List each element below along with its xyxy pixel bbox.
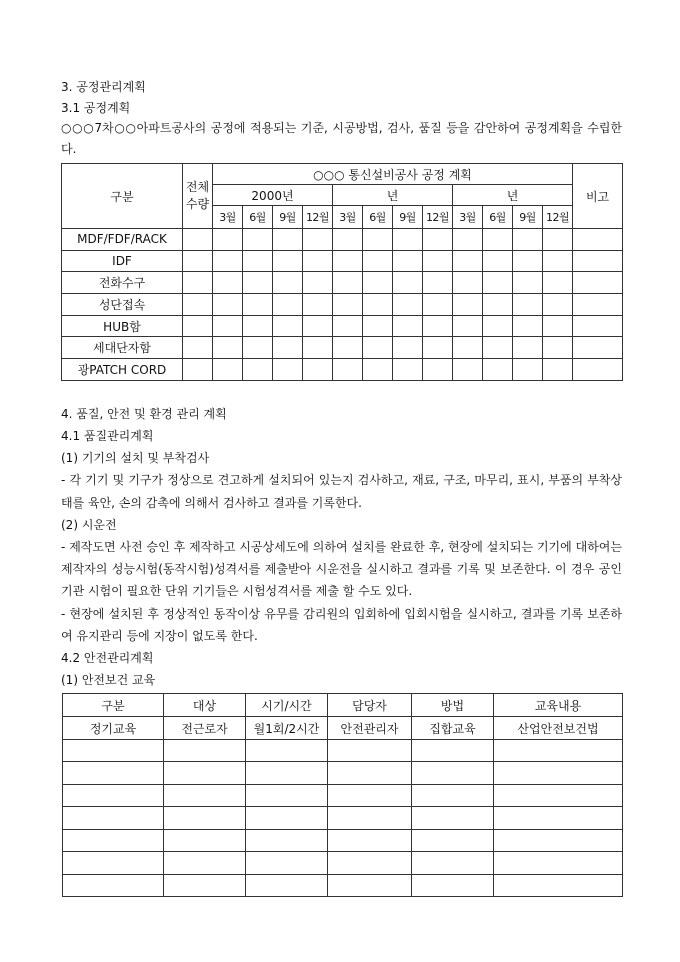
table-cell (63, 874, 164, 897)
table-cell (213, 250, 243, 272)
table-cell (453, 359, 483, 381)
item-heading: (1) 기기의 설치 및 부착검사 (61, 451, 210, 466)
table-row (62, 272, 623, 294)
table-cell (303, 229, 333, 251)
section-heading: 3. 공정관리계획 (61, 80, 146, 94)
table-cell (63, 762, 164, 785)
table-cell (183, 250, 213, 272)
table-cell (412, 852, 494, 875)
row-label: 광PATCH CORD (62, 359, 183, 381)
column-header: 교육내용 (494, 694, 623, 717)
table-cell (494, 852, 623, 875)
empty-row (63, 874, 623, 897)
row-label: 전화수구 (62, 272, 183, 294)
table-cell (63, 807, 164, 830)
table-cell (412, 784, 494, 807)
table-cell (483, 272, 513, 294)
table-cell (328, 762, 412, 785)
table-cell (543, 315, 573, 337)
table-cell (363, 272, 393, 294)
table-row (62, 337, 623, 359)
table-cell (183, 315, 213, 337)
table-cell (494, 739, 623, 762)
table-cell: 산업안전보건법 (494, 717, 623, 740)
table-cell (393, 337, 423, 359)
table-cell (543, 294, 573, 316)
table-cell (303, 250, 333, 272)
header-month: 12월 (543, 206, 573, 229)
header-month: 3월 (453, 206, 483, 229)
table-cell (328, 874, 412, 897)
table-cell (453, 229, 483, 251)
table-cell (213, 272, 243, 294)
table-cell (513, 229, 543, 251)
table-cell (243, 315, 273, 337)
empty-row (63, 739, 623, 762)
paragraph: - 각 기기 및 기구가 정상으로 견고하게 설치되어 있는지 검사하고, 재료, 구조, 마무리, 표시, 부품의 부착상태를 육안, 손의 감촉에 의해서 검사하고 결과를 기록한다. (61, 473, 622, 510)
header-year: 년 (333, 185, 453, 206)
table-cell (543, 337, 573, 359)
table-cell (393, 315, 423, 337)
table-cell (333, 315, 363, 337)
table-cell: 정기교육 (63, 717, 164, 740)
table-cell (483, 229, 513, 251)
table-row (62, 229, 623, 251)
table-cell (333, 250, 363, 272)
empty-row (63, 852, 623, 875)
table-cell (333, 294, 363, 316)
table-cell (363, 250, 393, 272)
table-cell (273, 272, 303, 294)
header-month: 3월 (213, 206, 243, 229)
table-cell (273, 359, 303, 381)
table-cell (393, 272, 423, 294)
table-cell (453, 337, 483, 359)
table-cell (213, 294, 243, 316)
table-cell (63, 739, 164, 762)
table-cell (543, 272, 573, 294)
column-header: 시기/시간 (246, 694, 328, 717)
table-cell (483, 359, 513, 381)
table-cell (164, 807, 246, 830)
table-cell (393, 359, 423, 381)
table-cell (243, 272, 273, 294)
item-heading: (1) 안전보건 교육 (61, 673, 156, 688)
table-cell (423, 272, 453, 294)
table-cell (494, 762, 623, 785)
table-cell (328, 852, 412, 875)
header-month: 12월 (423, 206, 453, 229)
table-cell (183, 294, 213, 316)
table-cell (453, 272, 483, 294)
table-cell (573, 359, 623, 381)
schedule-table (61, 163, 623, 381)
row-label: IDF (62, 250, 183, 272)
table-cell (363, 294, 393, 316)
row-label: 성단접속 (62, 294, 183, 316)
table-cell (494, 874, 623, 897)
table-cell (63, 784, 164, 807)
table-cell (246, 762, 328, 785)
header-total: 전체 수량 (183, 164, 213, 229)
table-cell (246, 874, 328, 897)
column-header: 구분 (63, 694, 164, 717)
table-cell (183, 359, 213, 381)
subsection-heading: 3.1 공정계획 (61, 100, 131, 115)
table-cell: 전근로자 (164, 717, 246, 740)
safety-education-table (62, 693, 623, 897)
table-cell (363, 337, 393, 359)
table-cell (573, 294, 623, 316)
table-cell (423, 294, 453, 316)
header-month: 3월 (333, 206, 363, 229)
table-cell (543, 250, 573, 272)
table-cell (328, 829, 412, 852)
table-cell (393, 294, 423, 316)
table-cell (303, 359, 333, 381)
table-cell (412, 874, 494, 897)
table-cell (328, 784, 412, 807)
table-cell (573, 272, 623, 294)
table-cell (303, 315, 333, 337)
table-cell (273, 294, 303, 316)
section-4 (61, 403, 622, 692)
table-cell (164, 874, 246, 897)
table-cell (243, 337, 273, 359)
table-header-row (63, 694, 623, 717)
table-cell (213, 229, 243, 251)
table-cell (393, 250, 423, 272)
table-cell (543, 229, 573, 251)
header-year: 년 (453, 185, 573, 206)
table-cell (513, 359, 543, 381)
row-label: MDF/FDF/RACK (62, 229, 183, 251)
paragraph: ○○○7차○○아파트공사의 공정에 적용되는 기준, 시공방법, 검사, 품질 등을 감안하여 공정계획을 수립한다. (61, 121, 622, 156)
table-cell (213, 315, 243, 337)
table-cell (183, 337, 213, 359)
table-cell (412, 807, 494, 830)
table-cell (213, 337, 243, 359)
table-cell (183, 229, 213, 251)
table-cell (513, 315, 543, 337)
table-cell (164, 784, 246, 807)
table-cell (453, 315, 483, 337)
table-cell (246, 784, 328, 807)
table-cell (363, 315, 393, 337)
header-month: 6월 (243, 206, 273, 229)
header-title: ○○○ 통신설비공사 공정 계획 (213, 164, 573, 185)
table-row (62, 250, 623, 272)
table-cell (412, 829, 494, 852)
subsection-heading: 4.1 품질관리계획 (61, 429, 154, 444)
subsection-heading: 4.2 안전관리계획 (61, 651, 154, 666)
table-cell (453, 250, 483, 272)
table-cell (423, 315, 453, 337)
table-row (62, 294, 623, 316)
table-cell (363, 229, 393, 251)
table-cell (513, 250, 543, 272)
table-cell (213, 359, 243, 381)
table-cell (423, 359, 453, 381)
table-cell (412, 739, 494, 762)
table-row (62, 315, 623, 337)
table-cell (423, 337, 453, 359)
table-cell (393, 229, 423, 251)
table-cell (63, 852, 164, 875)
table-cell: 월1회/2시간 (246, 717, 328, 740)
header-month: 6월 (363, 206, 393, 229)
table-cell (573, 337, 623, 359)
section-heading: 4. 품질, 안전 및 환경 관리 계획 (61, 406, 227, 421)
header-month: 12월 (303, 206, 333, 229)
table-cell (513, 337, 543, 359)
table-cell (483, 294, 513, 316)
table-cell (273, 337, 303, 359)
section-3 (61, 77, 622, 159)
table-cell (246, 739, 328, 762)
empty-row (63, 807, 623, 830)
table-cell (243, 250, 273, 272)
table-cell (494, 807, 623, 830)
table-cell (246, 807, 328, 830)
table-cell (513, 272, 543, 294)
table-cell (333, 337, 363, 359)
table-cell (423, 229, 453, 251)
document-page (61, 0, 622, 897)
header-month: 9월 (513, 206, 543, 229)
table-cell (246, 829, 328, 852)
table-cell (423, 250, 453, 272)
table-cell: 집합교육 (412, 717, 494, 740)
table-cell (273, 250, 303, 272)
table-cell (246, 852, 328, 875)
table-cell (363, 359, 393, 381)
table-cell (164, 739, 246, 762)
row-label: 세대단자함 (62, 337, 183, 359)
table-cell (513, 294, 543, 316)
table-cell (303, 272, 333, 294)
table-cell (164, 852, 246, 875)
table-cell (333, 272, 363, 294)
item-heading: (2) 시운전 (61, 517, 117, 532)
table-cell (164, 829, 246, 852)
table-cell (328, 807, 412, 830)
paragraph: - 제작도면 사전 승인 후 제작하고 시공상세도에 의하여 설치를 완료한 후, 현장에 설치되는 기기에 대하여는 제작자의 성능시험(동작시험)성격서를 제출받아 시운전을 실시하고 결과를 기록 및 보존한다. 이 경우 공인기관 시험이 필요한 단위 기기들은 시험성격서를 제출 할 수도 있다. (61, 540, 622, 599)
header-month: 9월 (393, 206, 423, 229)
paragraph: - 현장에 설치된 후 정상적인 동작이상 유무를 감리원의 입회하에 입회시험을 실시하고, 결과를 기록 보존하여 유지관리 등에 지장이 없도록 한다. (61, 606, 622, 643)
table-cell (573, 229, 623, 251)
table-cell (483, 250, 513, 272)
table-cell (333, 229, 363, 251)
table-cell (243, 359, 273, 381)
table-cell (483, 337, 513, 359)
header-remarks: 비고 (573, 164, 623, 229)
table-cell (494, 784, 623, 807)
table-cell (573, 315, 623, 337)
header-month: 9월 (273, 206, 303, 229)
table-cell (243, 229, 273, 251)
column-header: 방법 (412, 694, 494, 717)
header-month: 6월 (483, 206, 513, 229)
row-label: HUB함 (62, 315, 183, 337)
header-category: 구분 (62, 164, 183, 229)
table-cell (573, 250, 623, 272)
table-cell (183, 272, 213, 294)
empty-row (63, 762, 623, 785)
column-header: 대상 (164, 694, 246, 717)
table-cell (412, 762, 494, 785)
header-year: 2000년 (213, 185, 333, 206)
table-cell (328, 739, 412, 762)
table-cell (453, 294, 483, 316)
table-cell (303, 294, 333, 316)
table-cell (543, 359, 573, 381)
empty-row (63, 784, 623, 807)
table-cell (273, 315, 303, 337)
table-cell (164, 762, 246, 785)
column-header: 담당자 (328, 694, 412, 717)
table-row (62, 359, 623, 381)
table-cell (333, 359, 363, 381)
table-cell (483, 315, 513, 337)
table-cell (273, 229, 303, 251)
table-cell: 안전관리자 (328, 717, 412, 740)
table-cell (63, 829, 164, 852)
table-cell (494, 829, 623, 852)
table-cell (243, 294, 273, 316)
empty-row (63, 829, 623, 852)
table-cell (303, 337, 333, 359)
table-row (63, 717, 623, 740)
